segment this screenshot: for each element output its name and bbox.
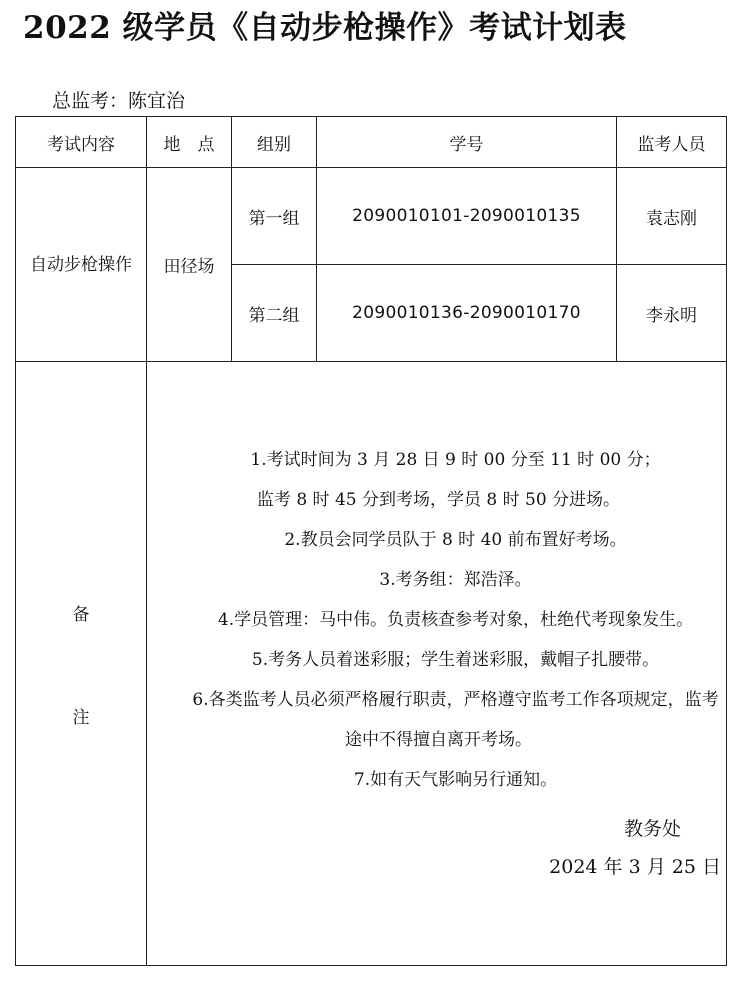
remarks-label-char: 备 [72,604,90,625]
header-location: 地 点 [147,117,232,168]
header-student-id: 学号 [317,117,617,168]
issue-date: 2024 年 3 月 25 日 [549,856,721,878]
header-content: 考试内容 [16,117,147,168]
location-cell: 田径场 [147,168,232,362]
proctor-cell: 李永明 [617,265,727,362]
student-id-range-cell: 2090010101-2090010135 [317,168,617,265]
chief-supervisor: 总监考：陈宜治 [52,90,186,112]
remark-item: 1.考试时间为 3 月 28 日 9 时 00 分至 11 时 00 分； [250,450,661,470]
header-group: 组别 [232,117,317,168]
group-cell: 第二组 [232,265,317,362]
table-row [16,168,727,265]
issuer: 教务处 [623,818,681,840]
remarks-label-char: 注 [72,707,90,728]
remarks-cell [147,362,727,966]
remark-item: 3.考务组：郑浩泽。 [379,570,532,590]
remarks-list [157,440,720,800]
remark-item: 监考 8 时 45 分到考场，学员 8 时 50 分进场。 [256,490,621,510]
proctor-cell: 袁志刚 [617,168,727,265]
remarks-label-cell [16,362,147,966]
header-proctor: 监考人员 [617,117,727,168]
remark-item: 7.如有天气影响另行通知。 [353,770,558,790]
exam-plan-table [15,116,727,966]
page-title: 2022 级学员《自动步枪操作》考试计划表 [23,10,627,46]
remarks-row [16,362,727,966]
remark-item: 4.学员管理：马中伟。负责核查参考对象，杜绝代考现象发生。 [217,610,694,630]
remark-item: 5.考务人员着迷彩服；学生着迷彩服，戴帽子扎腰带。 [251,650,660,670]
table-header-row [16,117,727,168]
group-cell: 第一组 [232,168,317,265]
remark-item: 2.教员会同学员队于 8 时 40 前布置好考场。 [284,530,627,550]
exam-content-cell: 自动步枪操作 [16,168,147,362]
student-id-range-cell: 2090010136-2090010170 [317,265,617,362]
remark-item: 6.各类监考人员必须严格履行职责，严格遵守监考工作各项规定，监考途中不得擅自离开考场。 [192,690,719,750]
